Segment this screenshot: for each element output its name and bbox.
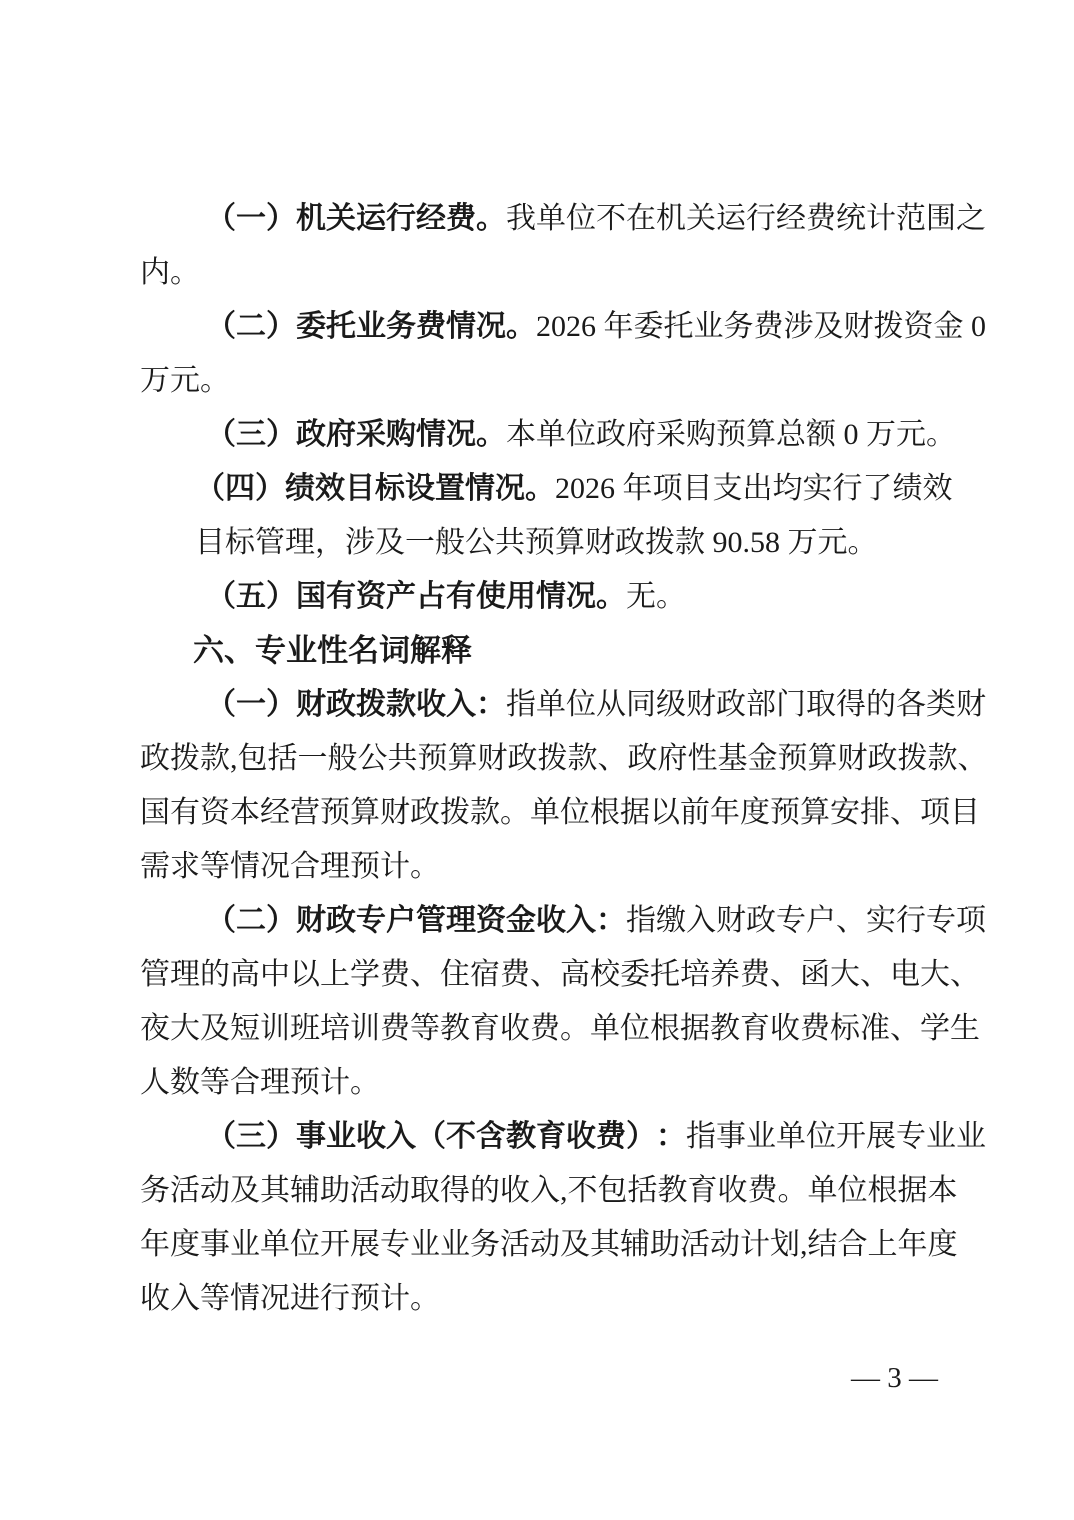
paragraph-lead: （五）国有资产占有使用情况。 <box>206 580 626 613</box>
text-line: 务 活 动 及 其 辅 助 活 动 取 得 的 收 入 , 不 包 括 教 育 收 费 。 单 位 根 据 本 <box>140 1174 958 1207</box>
text-line <box>140 1272 938 1326</box>
text-line <box>140 570 938 624</box>
text-line <box>140 840 938 894</box>
page-number: — 3 — <box>851 1362 938 1394</box>
text-line: 管 理 的 高 中 以 上 学 费 、 住 宿 费 、 高 校 委 托 培 养 费 、 函 大 、 电 大 、 <box>140 958 980 991</box>
text-line: （ 一 ） 财 政 拨 款 收 入 ： 指 单 位 从 同 级 财 政 部 门 取 得 的 各 类 财 <box>206 688 986 721</box>
text-line <box>140 354 938 408</box>
text-line <box>140 516 938 570</box>
line-text: 收入等情况进行预计。 <box>140 1282 440 1315</box>
text-line: （ 三 ） 政 府 采 购 情 况 。 本 单 位 政 府 采 购 预 算 总 额 0 万 元 。 <box>206 418 956 451</box>
text-line: （ 一 ） 机 关 运 行 经 费 。 我 单 位 不 在 机 关 运 行 经 费 统 计 范 围 之 <box>206 202 986 235</box>
text-line: （ 二 ） 委 托 业 务 费 情 况 。 2 0 2 6 年 委 托 业 务 费 涉 及 财 拨 资 金 0 <box>206 310 986 343</box>
line-text: 无。 <box>626 580 686 613</box>
text-line: 政 拨 款 , 包 括 一 般 公 共 预 算 财 政 拨 款 、 政 府 性 基 金 预 算 财 政 拨 款 、 <box>140 742 988 775</box>
line-text: 万元。 <box>140 364 230 397</box>
text-line: 夜 大 及 短 训 班 培 训 费 等 教 育 收 费 。 单 位 根 据 教 育 收 费 标 准 、 学 生 <box>140 1012 980 1045</box>
text-line: （ 三 ） 事 业 收 入 （ 不 含 教 育 收 费 ） ： 指 事 业 单 位 开 展 专 业 业 <box>206 1120 986 1153</box>
text-line: 国 有 资 本 经 营 预 算 财 政 拨 款 。 单 位 根 据 以 前 年 度 预 算 安 排 、 项 目 <box>140 796 980 829</box>
line-text: 目标管理，涉及一般公共预算财政拨款 90.58 万元。 <box>195 526 878 559</box>
text-line: 年 度 事 业 单 位 开 展 专 业 业 务 活 动 及 其 辅 助 活 动 计 划 , 结 合 上 年 度 <box>140 1228 958 1261</box>
line-text: 需求等情况合理预计。 <box>140 850 440 883</box>
text-line: （ 二 ） 财 政 专 户 管 理 资 金 收 入 ： 指 缴 入 财 政 专 户 、 实 行 专 项 <box>206 904 986 937</box>
text-line <box>140 1056 938 1110</box>
line-text: 人数等合理预计。 <box>140 1066 380 1099</box>
text-line: （ 四 ） 绩 效 目 标 设 置 情 况 。 2 0 2 6 年 项 目 支 出 均 实 行 了 绩 效 <box>195 472 953 505</box>
heading-text: 六、专业性名词解释 <box>193 633 472 668</box>
section-heading <box>140 624 938 678</box>
line-text: 内。 <box>140 256 200 289</box>
text-line <box>140 246 938 300</box>
